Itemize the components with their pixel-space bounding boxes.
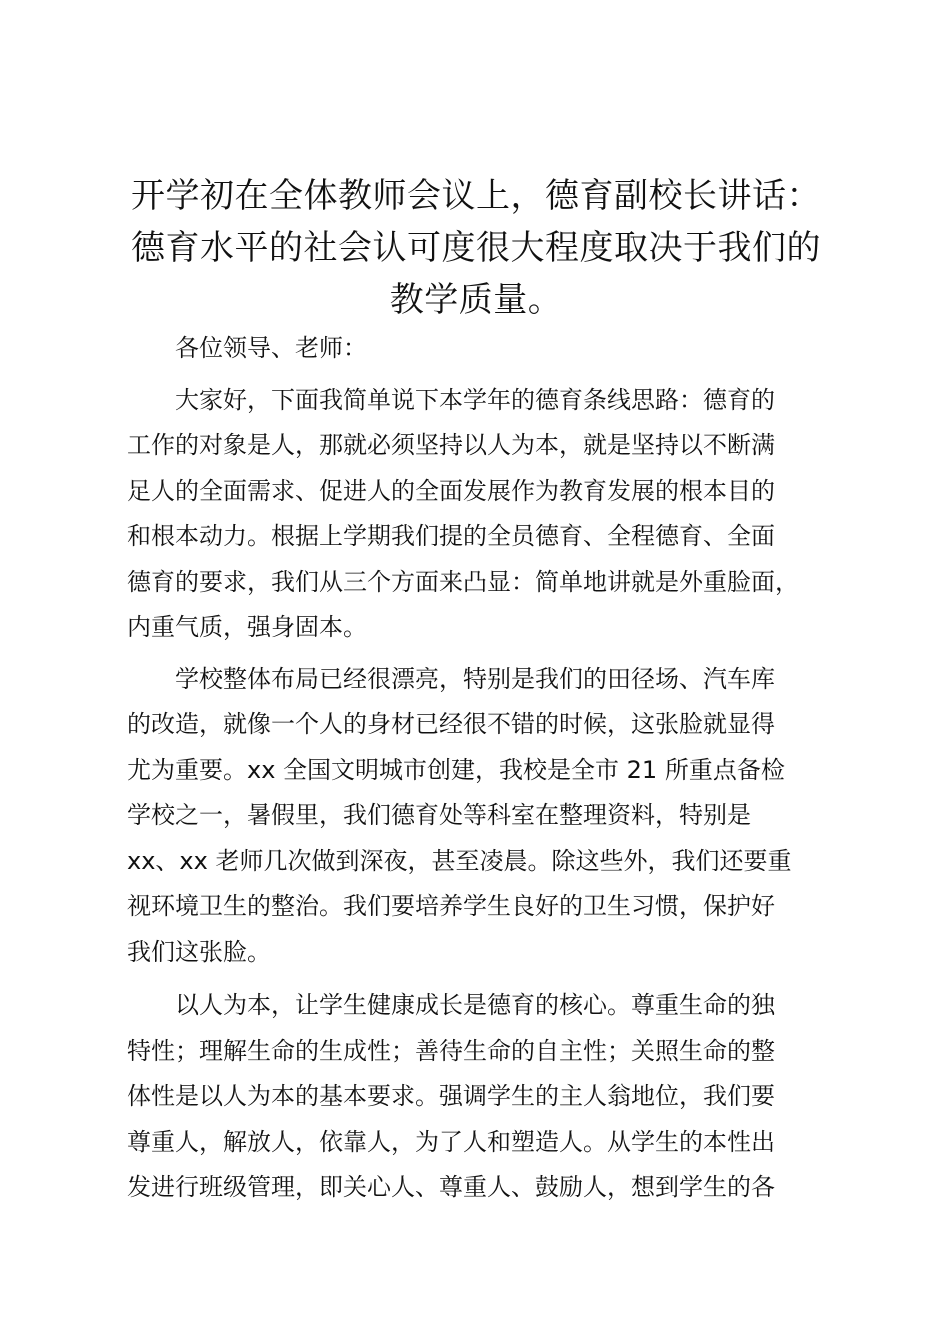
text-line: 尊重人，解放人，依靠人，为了人和塑造人。从学生的本性出 (127, 1127, 775, 1156)
text-line: 尤为重要。xx 全国文明城市创建，我校是全市 21 所重点备检 (127, 755, 785, 784)
text-line: 体性是以人为本的基本要求。强调学生的主人翁地位，我们要 (127, 1082, 775, 1110)
text-line: 的改造，就像一个人的身材已经很不错的时候，这张脸就显得 (127, 710, 775, 738)
body-paragraph (127, 657, 832, 976)
document-title (120, 170, 832, 326)
text-line: 特性；理解生命的生成性；善待生命的自主性；关照生命的整 (127, 1036, 775, 1065)
title-line: 教学质量。 (389, 280, 563, 320)
text-line: 学校之一，暑假里，我们德育处等科室在整理资料，特别是 (127, 801, 751, 829)
text-line: 工作的对象是人，那就必须坚持以人为本，就是坚持以不断满 (127, 431, 775, 459)
text-line: xx、xx 老师几次做到深夜，甚至凌晨。除这些外，我们还要重 (127, 846, 792, 875)
text-line: 学校整体布局已经很漂亮，特别是我们的田径场、汽车库 (175, 664, 775, 693)
text-line: 各位领导、老师： (175, 334, 367, 362)
body-paragraph (127, 378, 832, 651)
text-line: 内重气质，强身固本。 (127, 613, 367, 641)
text-line: 大家好，下面我简单说下本学年的德育条线思路：德育的 (175, 385, 775, 414)
text-line: 视环境卫生的整治。我们要培养学生良好的卫生习惯，保护好 (127, 892, 775, 920)
title-line: 开学初在全体教师会议上，德育副校长讲话： (131, 176, 821, 216)
text-line: 发进行班级管理，即关心人、尊重人、鼓励人，想到学生的各 (127, 1173, 775, 1201)
text-line: 和根本动力。根据上学期我们提的全员德育、全程德育、全面 (127, 522, 775, 550)
body-paragraph (127, 983, 832, 1211)
salutation-paragraph (127, 326, 832, 372)
text-line: 我们这张脸。 (127, 937, 271, 966)
title-line: 德育水平的社会认可度很大程度取决于我们的 (131, 228, 821, 268)
text-line: 德育的要求，我们从三个方面来凸显：简单地讲就是外重脸面， (127, 567, 799, 596)
document-body (127, 326, 832, 1211)
text-line: 足人的全面需求、促进人的全面发展作为教育发展的根本目的 (127, 476, 775, 505)
text-line: 以人为本，让学生健康成长是德育的核心。尊重生命的独 (175, 991, 775, 1019)
